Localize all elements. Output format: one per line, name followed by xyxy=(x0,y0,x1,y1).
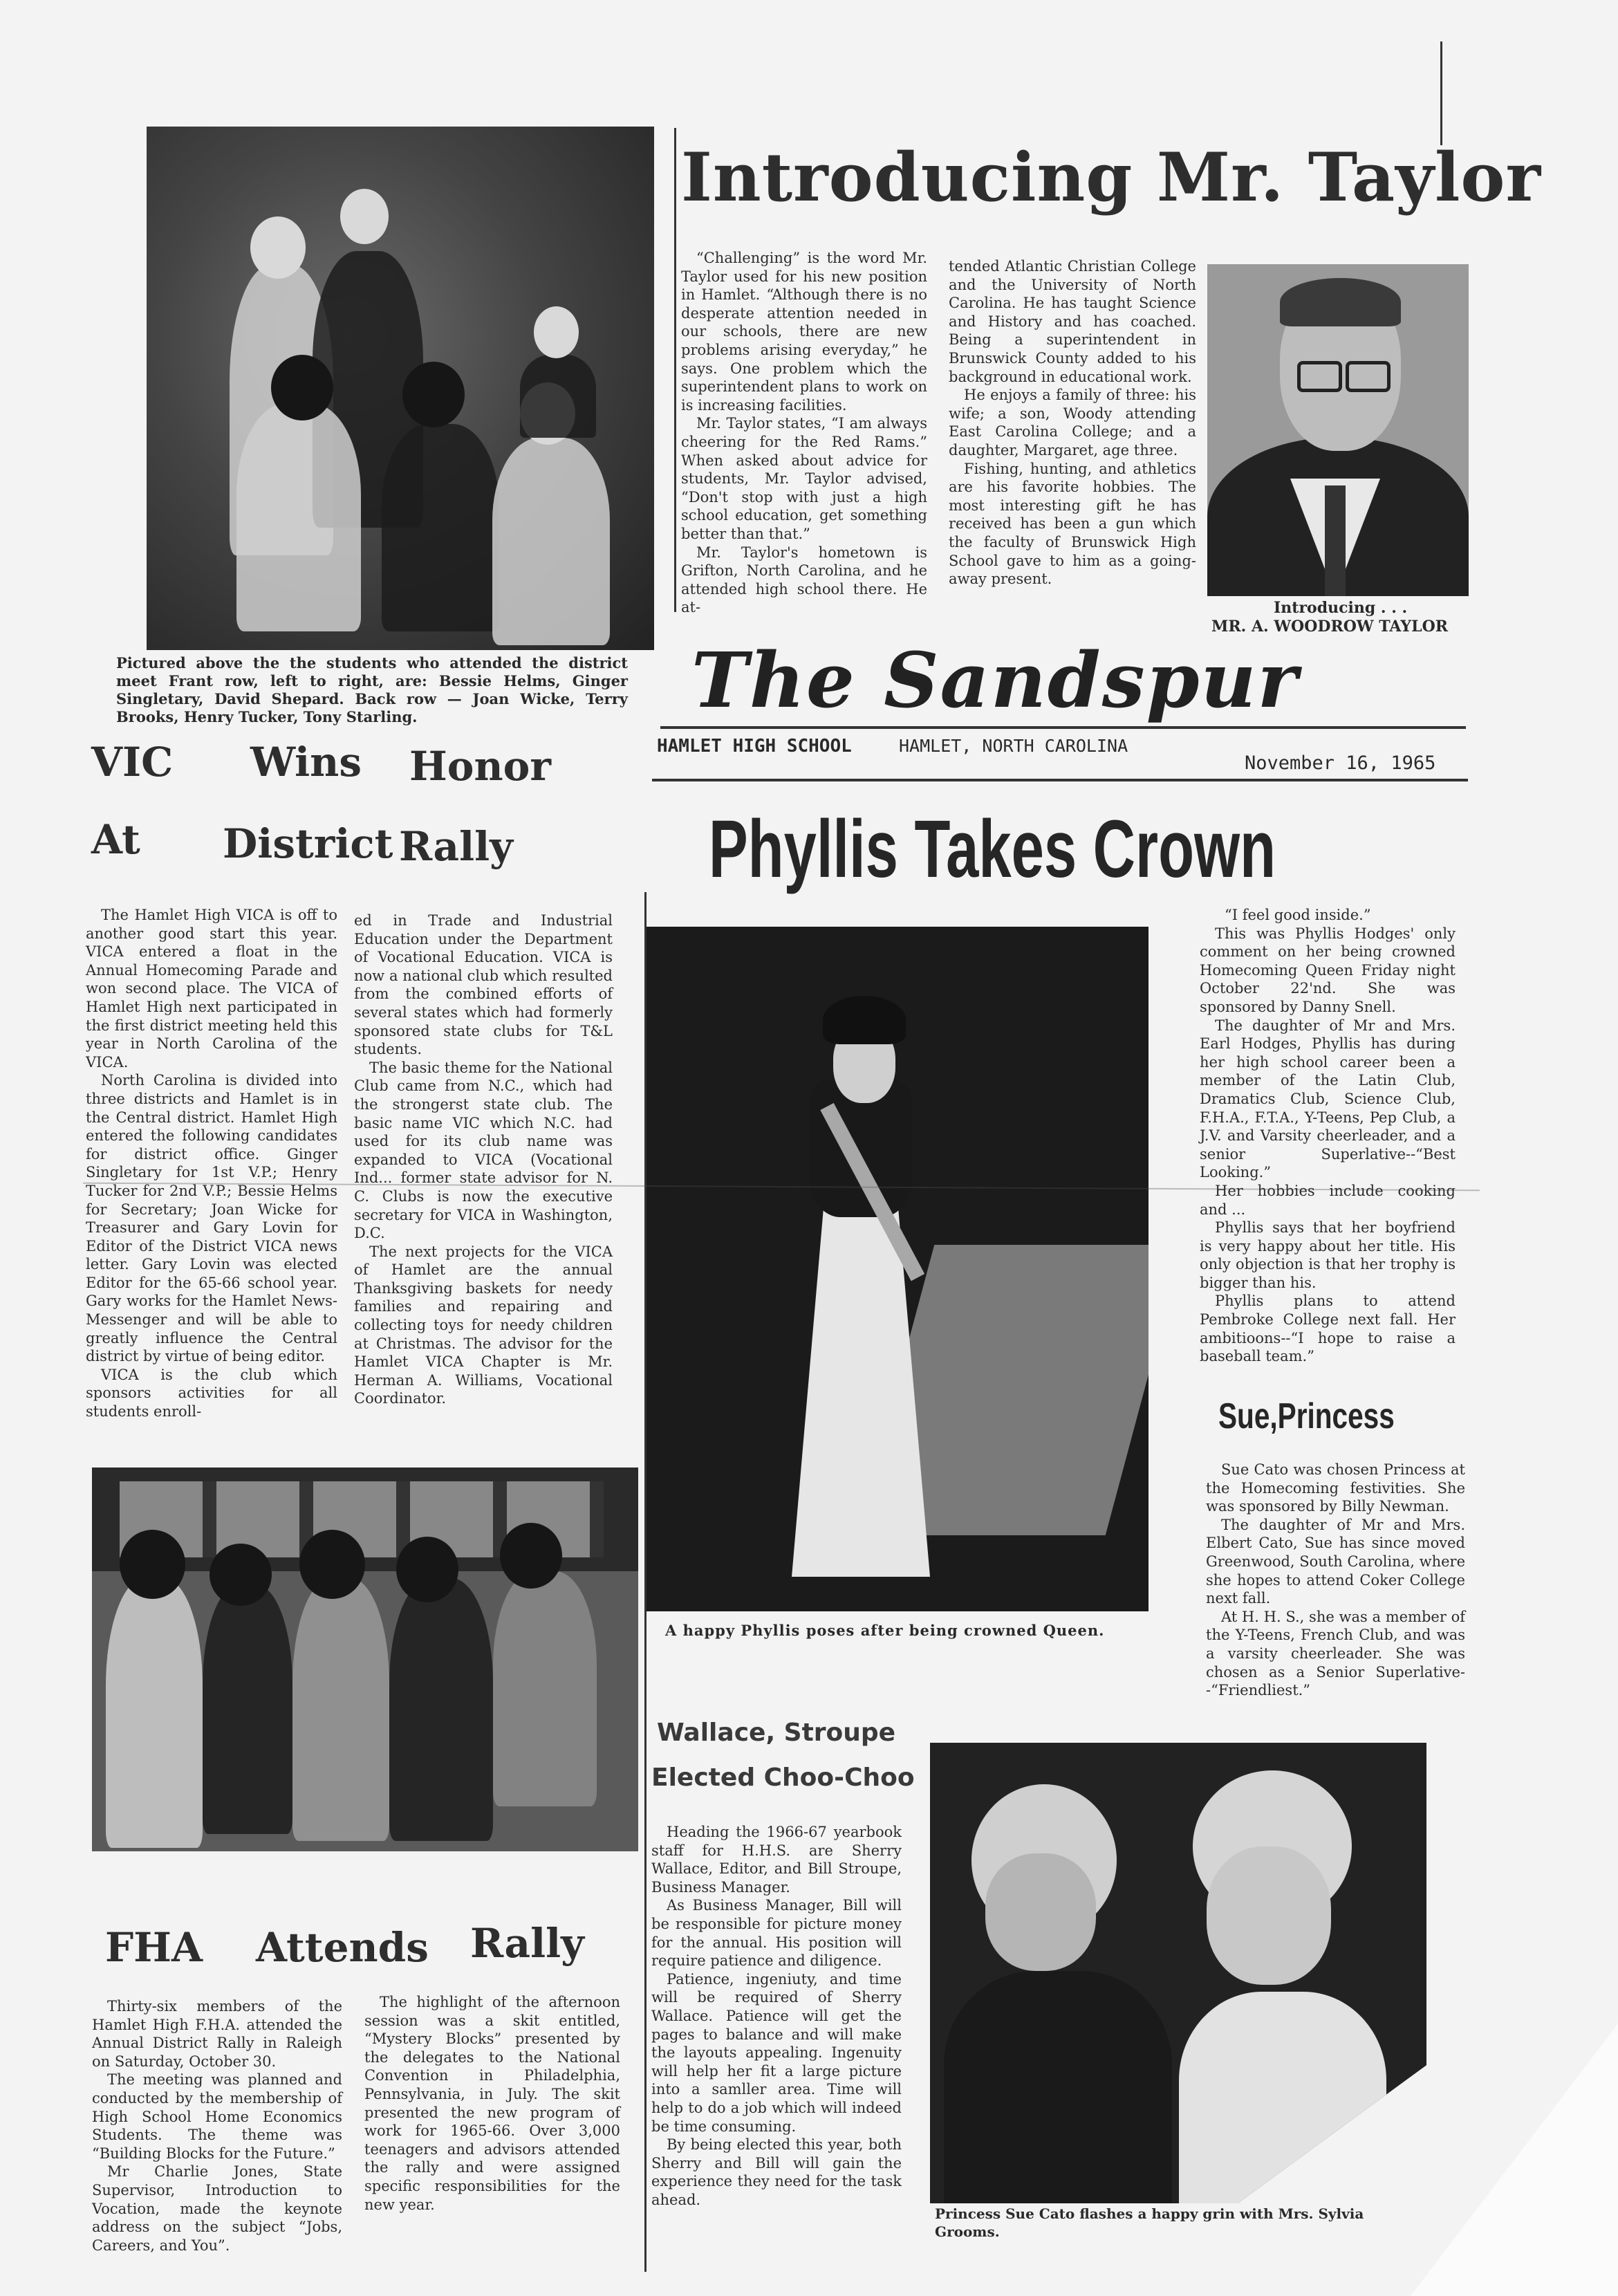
paragraph: Her hobbies include cooking and ... xyxy=(1200,1182,1456,1218)
paragraph: ed in Trade and Industrial Education under the Department of Vocational Education. VICA is now a national club which resulted from the combined efforts of several states which had formerly sponsored state clubs for T&L students. xyxy=(354,912,613,1058)
headline-word: FHA xyxy=(105,1924,203,1971)
phyllis-article xyxy=(1200,906,1456,1366)
headline-word: Attends xyxy=(256,1924,429,1971)
sue-princess-photo xyxy=(930,1743,1426,2203)
wallace-headline-line1: Wallace, Stroupe xyxy=(657,1719,896,1747)
headline-word: At xyxy=(91,816,140,863)
paragraph: As Business Manager, Bill will be responsible for picture money for the annual. His position will require patience and diligence. xyxy=(651,1897,902,1970)
taylor-article-col2 xyxy=(949,257,1196,589)
paragraph: Sue Cato was chosen Princess at the Homecoming festivities. She was sponsored by Billy Newman. xyxy=(1206,1461,1465,1515)
paragraph: North Carolina is divided into three districts and Hamlet is in the Central district. Hamlet High entered the following candidates for district office. Ginger Singletary for 1st V.P.; Henry Tucker for 2nd V.P.; Bessie Helms for Secretary; Joan Wicke for Treasurer and Gary Lovin for Editor of the District VICA news letter. Gary Lovin was elected Editor for the 65-66 school year. Gary works for the Hamlet News-Messenger and will be able to greatly influence the Central district by virtue of being editor. xyxy=(86,1072,337,1365)
paragraph: The highlight of the afternoon session was a skit entitled, “Mystery Blocks” presented by the delegates to the National Convention in Philadelphia, Pennsylvania, in July. The skit presented the new program of work for 1965-66. Over 3,000 teenagers and advisors attended the rally and were assigned specific responsibilities for the new year. xyxy=(364,1994,620,2213)
masthead-date: November 16, 1965 xyxy=(1245,752,1436,774)
paragraph: Thirty-six members of the Hamlet High F.H.A. attended the Annual District Rally in Raleigh on Saturday, October 30. xyxy=(92,1998,342,2070)
headline-word: Rally xyxy=(399,823,513,870)
paragraph: Fishing, hunting, and athletics are his favorite hobbies. The most interesting gift he has received has been a gun which the faculty of Brunswick High School gave to him as a going-away present. xyxy=(949,460,1196,588)
newspaper-nameplate: The Sandspur xyxy=(691,638,1299,723)
taylor-article-col1 xyxy=(681,249,927,617)
fha-article-col1 xyxy=(92,1997,342,2255)
phyllis-queen-photo xyxy=(647,927,1149,1611)
paragraph: VICA is the club which sponsors activities for all students enroll- xyxy=(86,1366,337,1420)
paragraph: By being elected this year, both Sherry and Bill will gain the experience they need for the task ahead. xyxy=(651,2136,902,2208)
masthead-school: HAMLET HIGH SCHOOL xyxy=(657,736,852,757)
paragraph: The Hamlet High VICA is off to another good start this year. VICA entered a float in the Annual Homecoming Parade and won second place. The VICA of Hamlet High next participated in the first district meeting held this year in North Carolina of the VICA. xyxy=(86,907,337,1071)
masthead-rule-top xyxy=(660,726,1466,729)
paragraph: Heading the 1966-67 yearbook staff for H.H.S. are Sherry Wallace, Editor, and Bill Stroupe, Business Manager. xyxy=(651,1824,902,1896)
column-divider xyxy=(674,128,676,612)
paragraph: tended Atlantic Christian College and the University of North Carolina. He has taught Science and History and has coached. Being a superintendent in Brunswick County added to his background in educational work. xyxy=(949,258,1196,385)
sue-photo-caption: Princess Sue Cato flashes a happy grin with Mrs. Sylvia Grooms. xyxy=(935,2205,1364,2240)
phyllis-headline: Phyllis Takes Crown xyxy=(709,804,1276,895)
column-divider xyxy=(1440,41,1442,145)
fha-article-col2 xyxy=(364,1993,620,2214)
paragraph: At H. H. S., she was a member of the Y-Teens, French Club, and was a varsity cheerleader. She was chosen as a Senior Superlative--“Friendliest.” xyxy=(1206,1608,1465,1699)
fha-students-photo xyxy=(92,1468,638,1851)
vic-article-col2 xyxy=(354,911,613,1408)
paragraph: Mr. Taylor's hometown is Grifton, North Carolina, and he attended high school there. He at- xyxy=(681,544,927,616)
paragraph: Phyllis says that her boyfriend is very happy about her title. His only objection is that her trophy is bigger than his. xyxy=(1200,1219,1456,1291)
paragraph: The daughter of Mr and Mrs. Earl Hodges, Phyllis has during her high school career been a member of the Latin Club, Dramatics Club, Science Club, F.H.A., F.T.A., Y-Teens, Pep Club, a J.V. and Varsity cheerleader, and a senior Superlative--“Best Looking.” xyxy=(1200,1017,1456,1181)
paragraph: Mr. Taylor states, “I am always cheering for the Red Rams.” When asked about advice for students, Mr. Taylor advised, “Don't stop with just a high school education, get something better than that.” xyxy=(681,415,927,542)
headline-word: Honor xyxy=(409,743,551,790)
taylor-photo-caption-intro: Introducing . . . xyxy=(1274,599,1408,617)
vic-article-col1 xyxy=(86,906,337,1421)
district-photo-caption: Pictured above the the students who attended the district meet Frant row, left to right, are: Bessie Helms, Ginger Singletary, David Shepard. Back row — Joan Wicke, Terry Brooks, Henry Tucker, Tony Starling. xyxy=(116,654,628,725)
masthead-rule-bottom xyxy=(652,779,1468,781)
headline-word: Wins xyxy=(250,739,362,786)
headline-word: District xyxy=(223,820,393,867)
taylor-portrait-photo xyxy=(1207,264,1469,596)
wallace-headline-line2: Elected Choo-Choo xyxy=(651,1763,915,1792)
paragraph: The next projects for the VICA of Hamlet are the annual Thanksgiving baskets for needy families and repairing and collecting toys for needy children at Christmas. The advisor for the Hamlet VICA Chapter is Mr. Herman A. Williams, Vocational Coordinator. xyxy=(354,1243,613,1407)
headline-word: VIC xyxy=(91,739,174,786)
phyllis-photo-caption: A happy Phyllis poses after being crowned Queen. xyxy=(665,1622,1105,1639)
paragraph: Patience, ingeniuty, and time will be required of Sherry Wallace. Patience will get the pages to balance and will make the layouts appealing. Ingenuity will help her fit a large picture into a samller area. Time will help to do a job which will indeed be time consuming. xyxy=(651,1970,902,2135)
paragraph: “I feel good inside.” xyxy=(1225,907,1371,923)
paragraph: The meeting was planned and conducted by the membership of High School Home Economics Students. The theme was “Building Blocks for the Future.” xyxy=(92,2071,342,2162)
masthead-location: HAMLET, NORTH CAROLINA xyxy=(899,736,1128,756)
paragraph: The basic theme for the National Club came from N.C., which had the strongerst state club. The basic name VIC which N.C. had used for its club name was expanded to VICA (Vocational Ind... former state advisor for N. C. Clubs is now the executive secretary for VICA in Washington, D.C. xyxy=(354,1059,613,1242)
wallace-article xyxy=(651,1823,902,2209)
paragraph: Mr Charlie Jones, State Supervisor, Introduction to Vocation, made the keynote address on the subject “Jobs, Careers, and You”. xyxy=(92,2163,342,2254)
sue-article xyxy=(1206,1461,1465,1700)
headline-word: Rally xyxy=(470,1920,584,1967)
sue-headline: Sue,Princess xyxy=(1218,1396,1395,1436)
paragraph: He enjoys a family of three: his wife; a son, Woody attending East Carolina College; and a daughter, Margaret, age three. xyxy=(949,387,1196,459)
paragraph: “Challenging” is the word Mr. Taylor used for his new position in Hamlet. “Although there is no desperate attention needed in our schools, there are new problems arising everyday,” he says. One problem which the superintendent plans to work on is increasing facilities. xyxy=(681,250,927,414)
paragraph: Phyllis plans to attend Pembroke College next fall. Her ambitioons--“I hope to raise a baseball team.” xyxy=(1200,1293,1456,1365)
district-meet-photo xyxy=(147,127,654,650)
paragraph: This was Phyllis Hodges' only comment on her being crowned Homecoming Queen Friday night October 22'nd. She was sponsored by Danny Snell. xyxy=(1200,925,1456,1015)
column-divider xyxy=(644,892,647,2272)
paragraph: The daughter of Mr and Mrs. Elbert Cato, Sue has since moved Greenwood, South Carolina, where she hopes to attend Coker College next fall. xyxy=(1206,1516,1465,1607)
taylor-photo-caption-name: MR. A. WOODROW TAYLOR xyxy=(1211,618,1449,636)
taylor-headline: Introducing Mr. Taylor xyxy=(681,138,1542,216)
